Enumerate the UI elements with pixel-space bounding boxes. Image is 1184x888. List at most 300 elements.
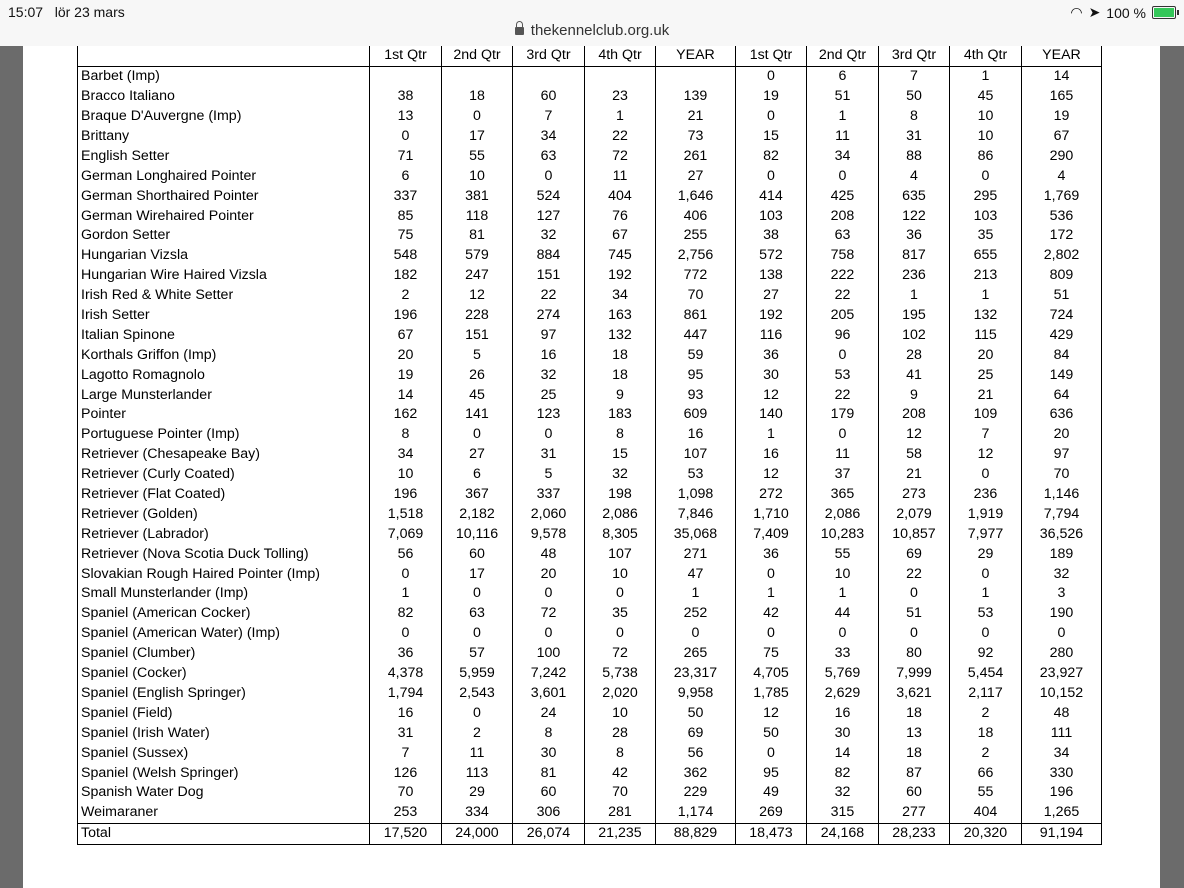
cell-value: 16 — [513, 345, 585, 365]
cell-value: 70 — [585, 783, 656, 803]
cell-value: 32 — [585, 465, 656, 485]
cell-value: 12 — [736, 465, 807, 485]
cell-value: 11 — [807, 127, 879, 147]
breed-name: German Longhaired Pointer — [78, 166, 370, 186]
cell-value: 84 — [1022, 345, 1102, 365]
cell-value: 236 — [950, 485, 1022, 505]
cell-value: 367 — [442, 485, 513, 505]
breed-name: Spaniel (Cocker) — [78, 664, 370, 684]
table-row — [78, 325, 1102, 345]
cell-value: 7,846 — [656, 504, 736, 524]
cell-value: 11 — [807, 445, 879, 465]
cell-value: 23,317 — [656, 664, 736, 684]
cell-value: 10 — [370, 465, 442, 485]
breed-name: Retriever (Golden) — [78, 504, 370, 524]
cell-value: 0 — [879, 624, 950, 644]
cell-value: 0 — [370, 127, 442, 147]
cell-value: 7 — [513, 107, 585, 127]
lock-icon — [515, 27, 524, 35]
cell-value: 30 — [513, 743, 585, 763]
cell-value: 7,409 — [736, 524, 807, 544]
breed-name: Retriever (Curly Coated) — [78, 465, 370, 485]
cell-value: 425 — [807, 186, 879, 206]
registration-table — [77, 46, 1102, 845]
cell-value: 55 — [807, 544, 879, 564]
column-header: 2nd Qtr — [807, 46, 879, 66]
cell-value: 17 — [442, 127, 513, 147]
cell-value: 9,958 — [656, 684, 736, 704]
cell-value: 192 — [585, 266, 656, 286]
cell-value: 1 — [736, 425, 807, 445]
cell-value: 5 — [442, 345, 513, 365]
cell-value: 72 — [513, 604, 585, 624]
cell-value: 271 — [656, 544, 736, 564]
table-row — [78, 206, 1102, 226]
cell-value: 208 — [807, 206, 879, 226]
cell-value: 34 — [1022, 743, 1102, 763]
cell-value: 3,601 — [513, 684, 585, 704]
cell-value: 269 — [736, 803, 807, 823]
breed-name: Spaniel (Clumber) — [78, 644, 370, 664]
cell-value: 190 — [1022, 604, 1102, 624]
cell-value: 20 — [950, 345, 1022, 365]
table-row — [78, 544, 1102, 564]
cell-value: 139 — [656, 87, 736, 107]
cell-value: 0 — [807, 345, 879, 365]
cell-value: 132 — [950, 306, 1022, 326]
breed-name: Bracco Italiano — [78, 87, 370, 107]
cell-value: 95 — [656, 365, 736, 385]
cell-value: 2 — [950, 743, 1022, 763]
cell-value: 31 — [370, 723, 442, 743]
cell-value: 5,959 — [442, 664, 513, 684]
cell-value: 265 — [656, 644, 736, 664]
cell-value: 261 — [656, 146, 736, 166]
cell-value: 50 — [736, 723, 807, 743]
cell-value: 277 — [879, 803, 950, 823]
cell-value: 5,769 — [807, 664, 879, 684]
cell-value: 281 — [585, 803, 656, 823]
table-row — [78, 385, 1102, 405]
cell-value: 18 — [950, 723, 1022, 743]
table-row — [78, 485, 1102, 505]
total-value: 21,235 — [585, 823, 656, 844]
cell-value: 404 — [950, 803, 1022, 823]
table-header-row — [78, 46, 1102, 66]
cell-value: 26 — [442, 365, 513, 385]
cell-value: 34 — [585, 286, 656, 306]
cell-value: 31 — [879, 127, 950, 147]
battery-icon — [1152, 6, 1176, 19]
cell-value: 196 — [370, 485, 442, 505]
table-row — [78, 425, 1102, 445]
breed-name: German Shorthaired Pointer — [78, 186, 370, 206]
cell-value: 414 — [736, 186, 807, 206]
table-row — [78, 166, 1102, 186]
cell-value: 59 — [656, 345, 736, 365]
status-bar — [0, 0, 1184, 46]
cell-value: 272 — [736, 485, 807, 505]
table-row — [78, 445, 1102, 465]
cell-value: 10 — [950, 127, 1022, 147]
cell-value: 12 — [736, 385, 807, 405]
cell-value: 71 — [370, 146, 442, 166]
cell-value: 60 — [513, 783, 585, 803]
cell-value: 23,927 — [1022, 664, 1102, 684]
cell-value: 44 — [807, 604, 879, 624]
cell-value: 88 — [879, 146, 950, 166]
cell-value: 80 — [879, 644, 950, 664]
cell-value: 27 — [736, 286, 807, 306]
breed-name: Slovakian Rough Haired Pointer (Imp) — [78, 564, 370, 584]
cell-value: 100 — [513, 644, 585, 664]
cell-value: 10 — [585, 564, 656, 584]
table-row — [78, 564, 1102, 584]
cell-value: 2,086 — [807, 504, 879, 524]
cell-value: 51 — [807, 87, 879, 107]
cell-value: 31 — [513, 445, 585, 465]
url-text: thekennelclub.org.uk — [530, 22, 670, 39]
cell-value: 0 — [513, 425, 585, 445]
cell-value: 82 — [370, 604, 442, 624]
cell-value: 295 — [950, 186, 1022, 206]
cell-value: 0 — [807, 624, 879, 644]
cell-value: 274 — [513, 306, 585, 326]
cell-value: 337 — [513, 485, 585, 505]
cell-value: 36,526 — [1022, 524, 1102, 544]
cell-value: 4,705 — [736, 664, 807, 684]
cell-value: 1 — [950, 286, 1022, 306]
cell-value: 2,543 — [442, 684, 513, 704]
cell-value: 208 — [879, 405, 950, 425]
cell-value: 222 — [807, 266, 879, 286]
breed-name: Italian Spinone — [78, 325, 370, 345]
cell-value: 34 — [807, 146, 879, 166]
cell-value: 27 — [442, 445, 513, 465]
cell-value: 0 — [736, 564, 807, 584]
table-row — [78, 345, 1102, 365]
total-value: 91,194 — [1022, 823, 1102, 844]
cell-value: 609 — [656, 405, 736, 425]
cell-value: 107 — [585, 544, 656, 564]
cell-value: 82 — [736, 146, 807, 166]
cell-value: 13 — [879, 723, 950, 743]
table-row — [78, 703, 1102, 723]
cell-value: 70 — [370, 783, 442, 803]
cell-value: 280 — [1022, 644, 1102, 664]
address-bar[interactable] — [0, 22, 1184, 39]
cell-value: 330 — [1022, 763, 1102, 783]
cell-value: 67 — [370, 325, 442, 345]
cell-value: 745 — [585, 246, 656, 266]
cell-value: 53 — [807, 365, 879, 385]
cell-value: 247 — [442, 266, 513, 286]
cell-value: 7 — [950, 425, 1022, 445]
breed-name: Portuguese Pointer (Imp) — [78, 425, 370, 445]
cell-value: 758 — [807, 246, 879, 266]
cell-value: 127 — [513, 206, 585, 226]
cell-value: 572 — [736, 246, 807, 266]
cell-value: 132 — [585, 325, 656, 345]
table-row — [78, 286, 1102, 306]
cell-value: 53 — [950, 604, 1022, 624]
cell-value: 255 — [656, 226, 736, 246]
breed-name: Irish Red & White Setter — [78, 286, 370, 306]
cell-value: 0 — [513, 166, 585, 186]
cell-value: 2,802 — [1022, 246, 1102, 266]
cell-value: 365 — [807, 485, 879, 505]
breed-name: Braque D'Auvergne (Imp) — [78, 107, 370, 127]
cell-value: 7 — [370, 743, 442, 763]
breed-name: German Wirehaired Pointer — [78, 206, 370, 226]
breed-name: Gordon Setter — [78, 226, 370, 246]
table-row — [78, 107, 1102, 127]
cell-value: 381 — [442, 186, 513, 206]
cell-value: 21 — [950, 385, 1022, 405]
cell-value: 13 — [370, 107, 442, 127]
cell-value: 67 — [1022, 127, 1102, 147]
cell-value: 24 — [513, 703, 585, 723]
cell-value: 1,146 — [1022, 485, 1102, 505]
cell-value: 23 — [585, 87, 656, 107]
breed-name: Hungarian Vizsla — [78, 246, 370, 266]
cell-value: 0 — [585, 584, 656, 604]
cell-value: 60 — [442, 544, 513, 564]
cell-value: 337 — [370, 186, 442, 206]
cell-value: 92 — [950, 644, 1022, 664]
cell-value: 48 — [1022, 703, 1102, 723]
breed-name: English Setter — [78, 146, 370, 166]
breed-name: Lagotto Romagnolo — [78, 365, 370, 385]
cell-value: 151 — [442, 325, 513, 345]
cell-value: 28 — [879, 345, 950, 365]
breed-name: Barbet (Imp) — [78, 66, 370, 86]
total-value: 17,520 — [370, 823, 442, 844]
cell-value: 17 — [442, 564, 513, 584]
breed-name: Spaniel (Irish Water) — [78, 723, 370, 743]
cell-value: 1,785 — [736, 684, 807, 704]
cell-value: 2,756 — [656, 246, 736, 266]
total-value: 24,168 — [807, 823, 879, 844]
cell-value: 35,068 — [656, 524, 736, 544]
total-value: 18,473 — [736, 823, 807, 844]
column-header: YEAR — [1022, 46, 1102, 66]
cell-value: 7,794 — [1022, 504, 1102, 524]
battery-percentage: 100 % — [1106, 4, 1146, 21]
cell-value: 198 — [585, 485, 656, 505]
cell-value: 42 — [736, 604, 807, 624]
cell-value: 138 — [736, 266, 807, 286]
cell-value: 8 — [370, 425, 442, 445]
cell-value: 0 — [513, 584, 585, 604]
table-row — [78, 803, 1102, 823]
cell-value: 10 — [950, 107, 1022, 127]
cell-value: 36 — [736, 544, 807, 564]
cell-value: 18 — [585, 365, 656, 385]
cell-value: 7,977 — [950, 524, 1022, 544]
cell-value: 97 — [1022, 445, 1102, 465]
cell-value: 404 — [585, 186, 656, 206]
cell-value: 2,086 — [585, 504, 656, 524]
cell-value: 19 — [370, 365, 442, 385]
cell-value: 10 — [807, 564, 879, 584]
cell-value: 53 — [656, 465, 736, 485]
cell-value: 95 — [736, 763, 807, 783]
wifi-icon: ◠ — [1070, 4, 1083, 20]
table-row — [78, 87, 1102, 107]
total-label: Total — [78, 823, 370, 844]
cell-value: 111 — [1022, 723, 1102, 743]
cell-value: 1,265 — [1022, 803, 1102, 823]
cell-value: 37 — [807, 465, 879, 485]
cell-value: 2 — [370, 286, 442, 306]
cell-value: 34 — [513, 127, 585, 147]
cell-value: 11 — [585, 166, 656, 186]
cell-value: 76 — [585, 206, 656, 226]
cell-value: 32 — [513, 365, 585, 385]
cell-value: 15 — [585, 445, 656, 465]
table-row — [78, 664, 1102, 684]
breed-name: Brittany — [78, 127, 370, 147]
table-row — [78, 684, 1102, 704]
cell-value: 12 — [879, 425, 950, 445]
cell-value: 724 — [1022, 306, 1102, 326]
cell-value: 228 — [442, 306, 513, 326]
breed-name: Spaniel (Field) — [78, 703, 370, 723]
column-header: 1st Qtr — [736, 46, 807, 66]
header-breed — [78, 46, 370, 66]
cell-value: 0 — [807, 166, 879, 186]
cell-value: 55 — [950, 783, 1022, 803]
cell-value: 116 — [736, 325, 807, 345]
table-row — [78, 644, 1102, 664]
cell-value: 362 — [656, 763, 736, 783]
cell-value: 0 — [442, 584, 513, 604]
cell-value: 2 — [950, 703, 1022, 723]
cell-value: 22 — [807, 385, 879, 405]
cell-value: 772 — [656, 266, 736, 286]
cell-value: 27 — [656, 166, 736, 186]
breed-name: Spaniel (Sussex) — [78, 743, 370, 763]
cell-value: 34 — [370, 445, 442, 465]
table-row — [78, 723, 1102, 743]
column-header: 1st Qtr — [370, 46, 442, 66]
cell-value: 0 — [370, 624, 442, 644]
cell-value: 41 — [879, 365, 950, 385]
cell-value: 151 — [513, 266, 585, 286]
cell-value: 636 — [1022, 405, 1102, 425]
breed-name: Irish Setter — [78, 306, 370, 326]
cell-value: 16 — [807, 703, 879, 723]
cell-value: 406 — [656, 206, 736, 226]
cell-value: 524 — [513, 186, 585, 206]
total-value: 26,074 — [513, 823, 585, 844]
cell-value: 30 — [736, 365, 807, 385]
cell-value: 60 — [513, 87, 585, 107]
cell-value: 9 — [879, 385, 950, 405]
column-header: 3rd Qtr — [513, 46, 585, 66]
table-row — [78, 465, 1102, 485]
cell-value: 9 — [585, 385, 656, 405]
cell-value: 107 — [656, 445, 736, 465]
cell-value: 14 — [1022, 66, 1102, 86]
table-row — [78, 186, 1102, 206]
cell-value: 236 — [879, 266, 950, 286]
table-row — [78, 306, 1102, 326]
cell-value: 192 — [736, 306, 807, 326]
cell-value: 4 — [879, 166, 950, 186]
cell-value: 1 — [950, 584, 1022, 604]
cell-value: 0 — [442, 425, 513, 445]
cell-value: 87 — [879, 763, 950, 783]
breed-name: Retriever (Chesapeake Bay) — [78, 445, 370, 465]
cell-value: 162 — [370, 405, 442, 425]
cell-value: 809 — [1022, 266, 1102, 286]
cell-value: 57 — [442, 644, 513, 664]
cell-value: 36 — [736, 345, 807, 365]
cell-value: 42 — [585, 763, 656, 783]
cell-value: 8,305 — [585, 524, 656, 544]
cell-value: 195 — [879, 306, 950, 326]
cell-value: 548 — [370, 246, 442, 266]
breed-name: Pointer — [78, 405, 370, 425]
cell-value: 38 — [736, 226, 807, 246]
cell-value: 25 — [950, 365, 1022, 385]
cell-value: 4 — [1022, 166, 1102, 186]
cell-value: 7,069 — [370, 524, 442, 544]
breed-name: Spaniel (Welsh Springer) — [78, 763, 370, 783]
table-row — [78, 584, 1102, 604]
cell-value: 63 — [513, 146, 585, 166]
cell-value: 15 — [736, 127, 807, 147]
column-header: 2nd Qtr — [442, 46, 513, 66]
cell-value: 306 — [513, 803, 585, 823]
cell-value: 10 — [585, 703, 656, 723]
cell-value: 183 — [585, 405, 656, 425]
cell-value: 30 — [807, 723, 879, 743]
table-row — [78, 365, 1102, 385]
cell-value: 72 — [585, 146, 656, 166]
cell-value: 0 — [950, 564, 1022, 584]
cell-value: 2,629 — [807, 684, 879, 704]
table-row — [78, 504, 1102, 524]
cell-value: 179 — [807, 405, 879, 425]
cell-value: 0 — [736, 166, 807, 186]
cell-value — [442, 66, 513, 86]
cell-value — [656, 66, 736, 86]
cell-value: 70 — [656, 286, 736, 306]
table-row — [78, 763, 1102, 783]
cell-value: 253 — [370, 803, 442, 823]
cell-value: 63 — [442, 604, 513, 624]
table-row — [78, 604, 1102, 624]
cell-value: 70 — [1022, 465, 1102, 485]
cell-value: 63 — [807, 226, 879, 246]
cell-value: 4,378 — [370, 664, 442, 684]
cell-value: 51 — [879, 604, 950, 624]
cell-value: 12 — [736, 703, 807, 723]
cell-value: 163 — [585, 306, 656, 326]
cell-value: 141 — [442, 405, 513, 425]
cell-value: 113 — [442, 763, 513, 783]
cell-value: 103 — [736, 206, 807, 226]
cell-value: 75 — [370, 226, 442, 246]
breed-name: Small Munsterlander (Imp) — [78, 584, 370, 604]
cell-value: 579 — [442, 246, 513, 266]
cell-value: 16 — [736, 445, 807, 465]
cell-value: 334 — [442, 803, 513, 823]
cell-value: 25 — [513, 385, 585, 405]
